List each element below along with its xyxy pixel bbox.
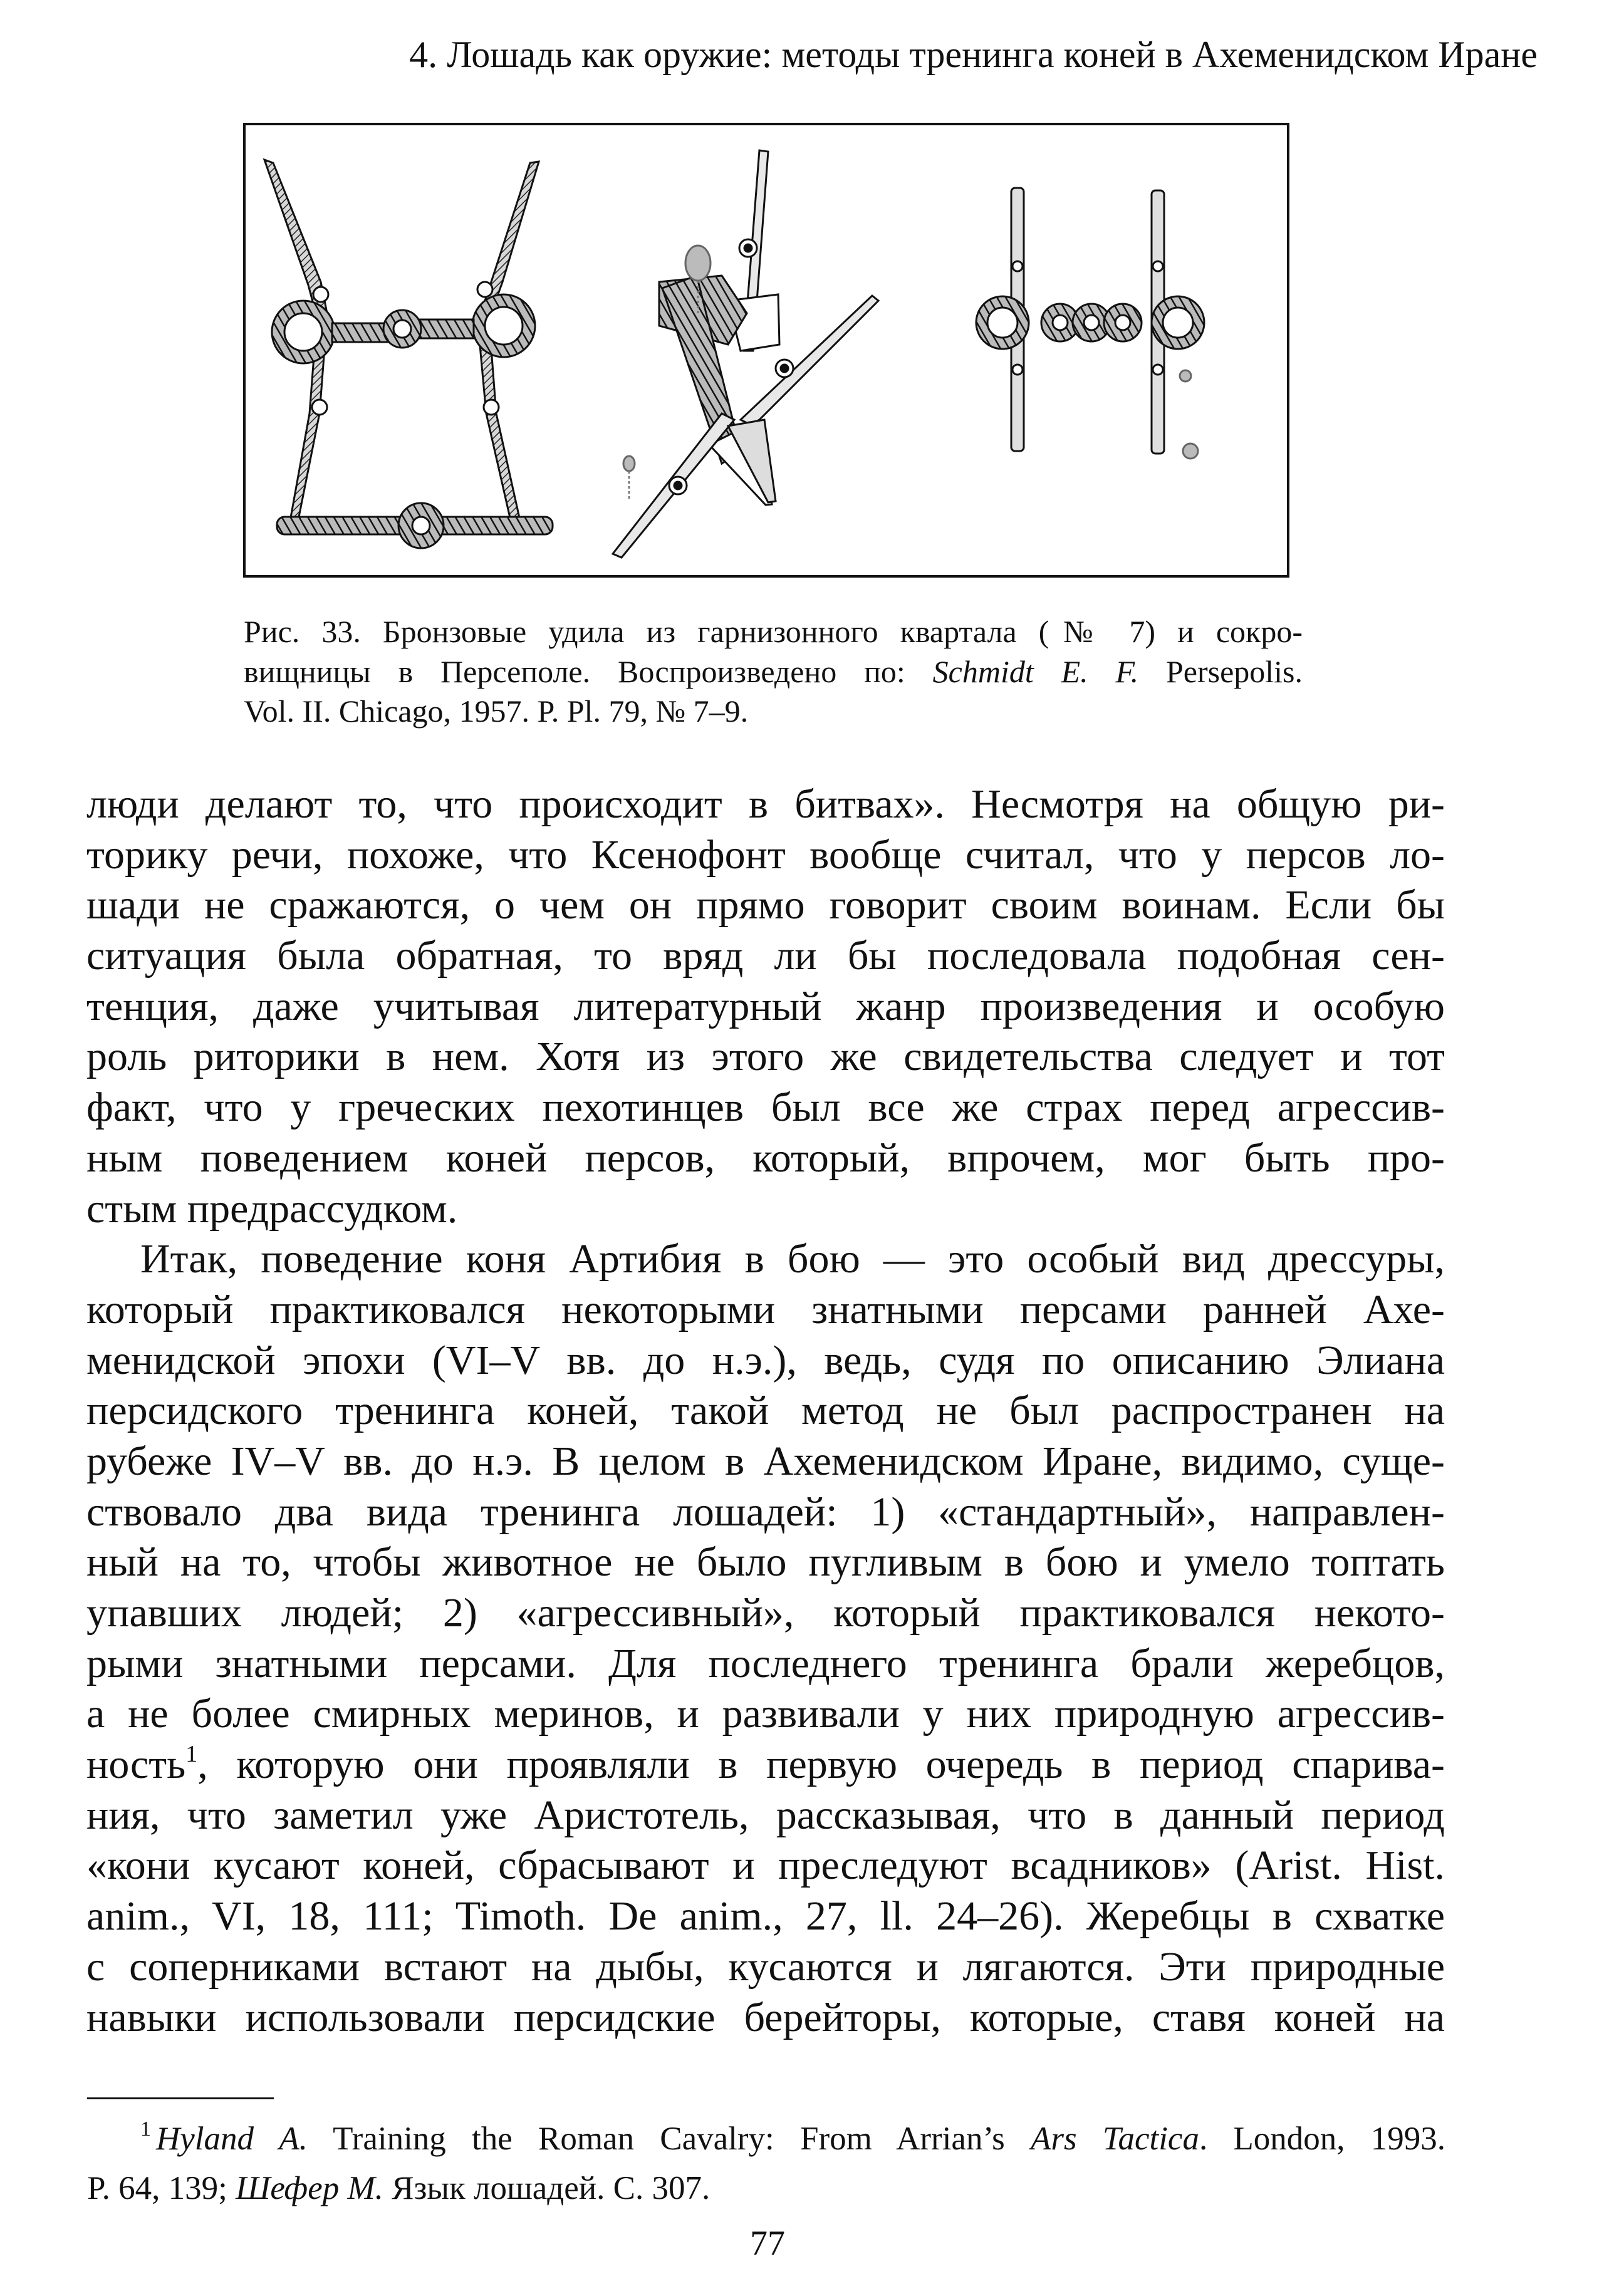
line-text: anim., VI, 18, 111; Timoth. De anim., 27, ll. 24–26). Жеребцы в схватке [86,1893,1445,1940]
text-line [86,1790,1445,1841]
line-text: шади не сражаются, о чем он прямо говорит своим воинам. Если бы [86,882,1445,928]
line-text: с соперниками встают на дыбы, кусаются и лягаются. Эти природные [86,1943,1445,1990]
line-text: ния, что заметил уже Аристотель, рассказывая, что в данный период [86,1792,1445,1838]
line-text: роль риторики в нем. Хотя из этого же свидетельства следует и тот [86,1034,1445,1080]
italic-text: Schmidt E. F. [932,653,1139,689]
caption-line [244,692,1303,732]
line-text: рубеже IV–V вв. до н.э. В целом в Ахеменидском Иране, видимо, суще- [86,1438,1445,1484]
text-line [86,1841,1445,1891]
line-text: который практиковался некоторыми знатными персами ранней Ахе- [86,1286,1445,1332]
line-text: ным поведением коней персов, который, впрочем, мог быть про- [86,1135,1445,1181]
bit-with-ring-cheekpieces [264,160,553,548]
text-run: Язык лошадей. С. 307. [383,2170,710,2206]
line-text: тенция, даже учитывая литературный жанр произведения и особую [86,983,1445,1029]
footnote [87,2116,1445,2211]
text-line [86,880,1445,931]
bit-with-chain-mouthpiece [976,188,1204,459]
text-run: Рис. 33. Бронзовые удила из гарнизонного квартала (№ 7) и сокро- [244,614,1303,649]
figure-caption [244,612,1303,732]
footnote-number: 1 [140,2117,151,2141]
line-text: стым предрассудком. [86,1185,458,1232]
text-run: Vol. II. Chicago, 1957. P. Pl. 79, № 7–9. [244,693,749,729]
line-text: «кони кусают коней, сбрасывают и преследуют всадников» (Arist. Hist. [86,1842,1445,1889]
text-line [86,1537,1445,1588]
line-text: упавших людей; 2) «агрессивный», который практиковался некото- [86,1590,1445,1636]
text-line [86,779,1445,830]
running-header: 4. Лошадь как оружие: методы тренинга коней в Ахеменидском Иране [409,34,1538,75]
line-text: рыми знатными персами. Для последнего тренинга брали жеребцов, [86,1640,1445,1686]
text-line [86,830,1445,881]
bronze-bits-drawing [246,125,1287,575]
caption-line [244,612,1303,652]
body-text [86,779,1445,2043]
italic-text: Ars Tactica [1031,2121,1199,2157]
line-text: а не более смирных меринов, и развивали у них природную агрессив- [86,1691,1445,1737]
line-text: ситуация была обратная, то вряд ли бы последовала подобная сен- [86,933,1445,979]
text-line [86,1133,1445,1184]
text-line [86,1993,1445,2044]
line-text: торику речи, похоже, что Ксенофонт вообще считал, что у персов ло- [86,831,1445,878]
text-line [86,1184,1445,1235]
italic-text: Hyland A. [156,2121,308,2157]
italic-text: Шефер М. [236,2170,383,2206]
page-number: 77 [750,2224,785,2263]
text-line [86,1588,1445,1639]
text-line [86,1234,1445,1285]
footnote-line [87,2166,1445,2211]
line-text: менидской эпохи (VI–V вв. до н.э.), ведь, судя по описанию Элиана [86,1337,1445,1383]
text-line [86,1386,1445,1436]
line-text: факт, что у греческих пехотинцев был все же страх перед агрессив- [86,1084,1445,1131]
text-run: вищницы в Персеполе. Воспроизведено по: [244,653,933,689]
text-run: Training the Roman Cavalry: From Arrian’s [307,2121,1031,2157]
text-line [86,1639,1445,1690]
text-line [86,1891,1445,1942]
line-text-continued: , которую они проявляли в первую очередь в период спарива- [197,1742,1445,1788]
line-text: Итак, поведение коня Артибия в бою — это особый вид дрессуры, [140,1236,1445,1282]
line-text: ствовало два вида тренинга лошадей: 1) «стандартный», направлен- [86,1488,1445,1535]
text-line [86,982,1445,1032]
text-line [86,931,1445,982]
text-line [86,1285,1445,1336]
footnote-separator [87,2097,274,2099]
line-text: ный на то, чтобы животное не было пугливым в бою и умело топтать [86,1539,1445,1586]
text-line [86,1436,1445,1487]
line-text: люди делают то, что происходит в битвах». Несмотря на общую ри- [86,781,1445,827]
text-line [86,1942,1445,1993]
line-text: ность [86,1742,186,1788]
text-line [86,1689,1445,1740]
bit-with-angular-cheekpieces [613,150,878,558]
text-line [86,1740,1445,1790]
text-run: . London, 1993. [1199,2121,1446,2157]
footnote-reference[interactable]: 1 [185,1741,198,1768]
line-text: навыки использовали персидские берейторы, которые, ставя коней на [86,1994,1445,2040]
figure-illustration [243,123,1289,578]
text-line [86,1487,1445,1538]
line-text: персидского тренинга коней, такой метод не был распространен на [86,1388,1445,1434]
text-run: Persepolis. [1138,653,1303,689]
caption-line [244,652,1303,692]
text-run: P. 64, 139; [87,2170,236,2206]
text-line [86,1336,1445,1386]
footnote-line [87,2116,1445,2166]
text-line [86,1032,1445,1083]
text-line [86,1083,1445,1133]
